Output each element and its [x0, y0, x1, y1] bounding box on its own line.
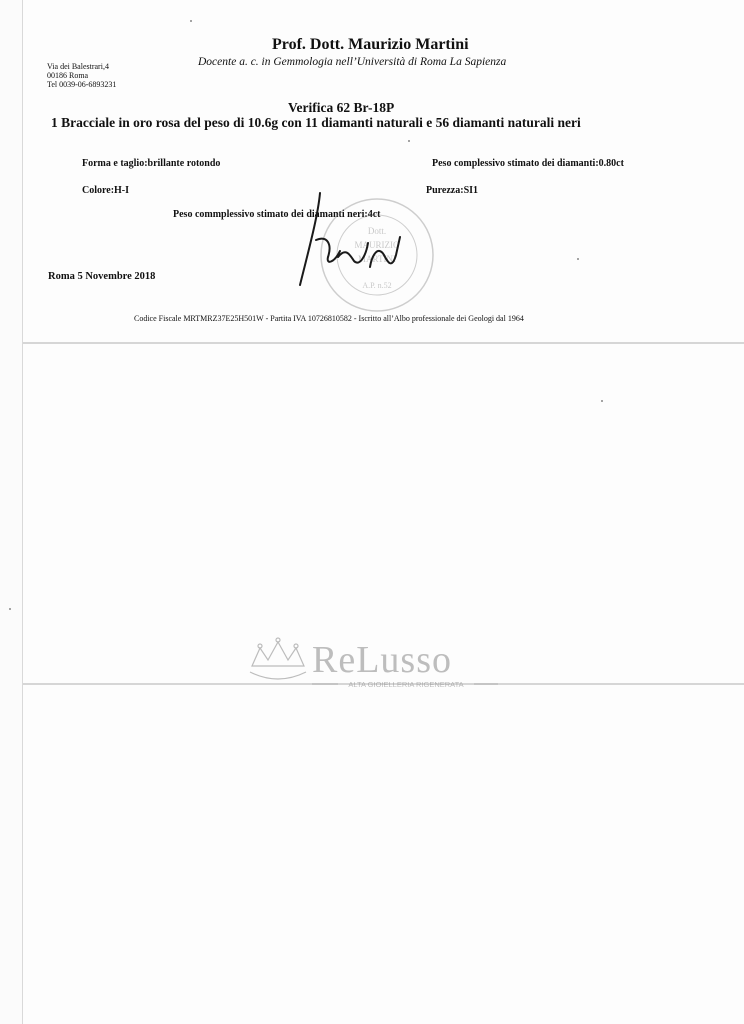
item-description: 1 Bracciale in oro rosa del peso di 10.6g con 11 diamanti naturali e 56 diamanti naturali neri — [51, 115, 581, 130]
verifica-title: Verifica 62 Br-18P — [288, 100, 395, 115]
stamp-line-2: MAURIZIO — [354, 240, 400, 250]
brand-tagline: ALTA GIOIELLERIA RIGENERATA — [348, 680, 464, 689]
address-line-3: Tel 0039-06-6893231 — [47, 80, 117, 89]
brand-name: ReLusso — [312, 639, 452, 681]
author-subtitle: Docente a. c. in Gemmologia nell’Università di Roma La Sapienza — [198, 56, 507, 68]
author-name: Prof. Dott. Maurizio Martini — [272, 36, 469, 53]
footer-info: Codice Fiscale MRTMRZ37E25H501W - Partita IVA 10726810582 - Iscritto all’Albo professionale dei Geologi dal 1964 — [134, 314, 524, 323]
address-line-1: Via dei Balestrari,4 — [47, 62, 109, 71]
peso-field: Peso complessivo stimato dei diamanti:0.80ct — [432, 158, 624, 169]
stamp-line-3: MARTINI — [358, 254, 396, 264]
fold-line-top — [23, 342, 744, 344]
stamp-line-1: Dott. — [367, 226, 387, 236]
address-line-2: 00186 Roma — [47, 71, 89, 80]
handwritten-signature — [288, 185, 412, 295]
colore-field: Colore:H-I — [82, 185, 130, 196]
document-page — [22, 0, 744, 1024]
stamp-line-4: A.P. n.52 — [362, 281, 392, 290]
document-date: Roma 5 Novembre 2018 — [48, 271, 156, 282]
peso-neri-field: Peso commplessivo stimato dei diamanti neri:4ct — [173, 209, 381, 220]
purezza-field: Purezza:SI1 — [426, 185, 479, 196]
crown-icon — [250, 638, 306, 679]
forma-field: Forma e taglio:brillante rotondo — [82, 158, 221, 169]
relusso-watermark — [246, 630, 506, 692]
